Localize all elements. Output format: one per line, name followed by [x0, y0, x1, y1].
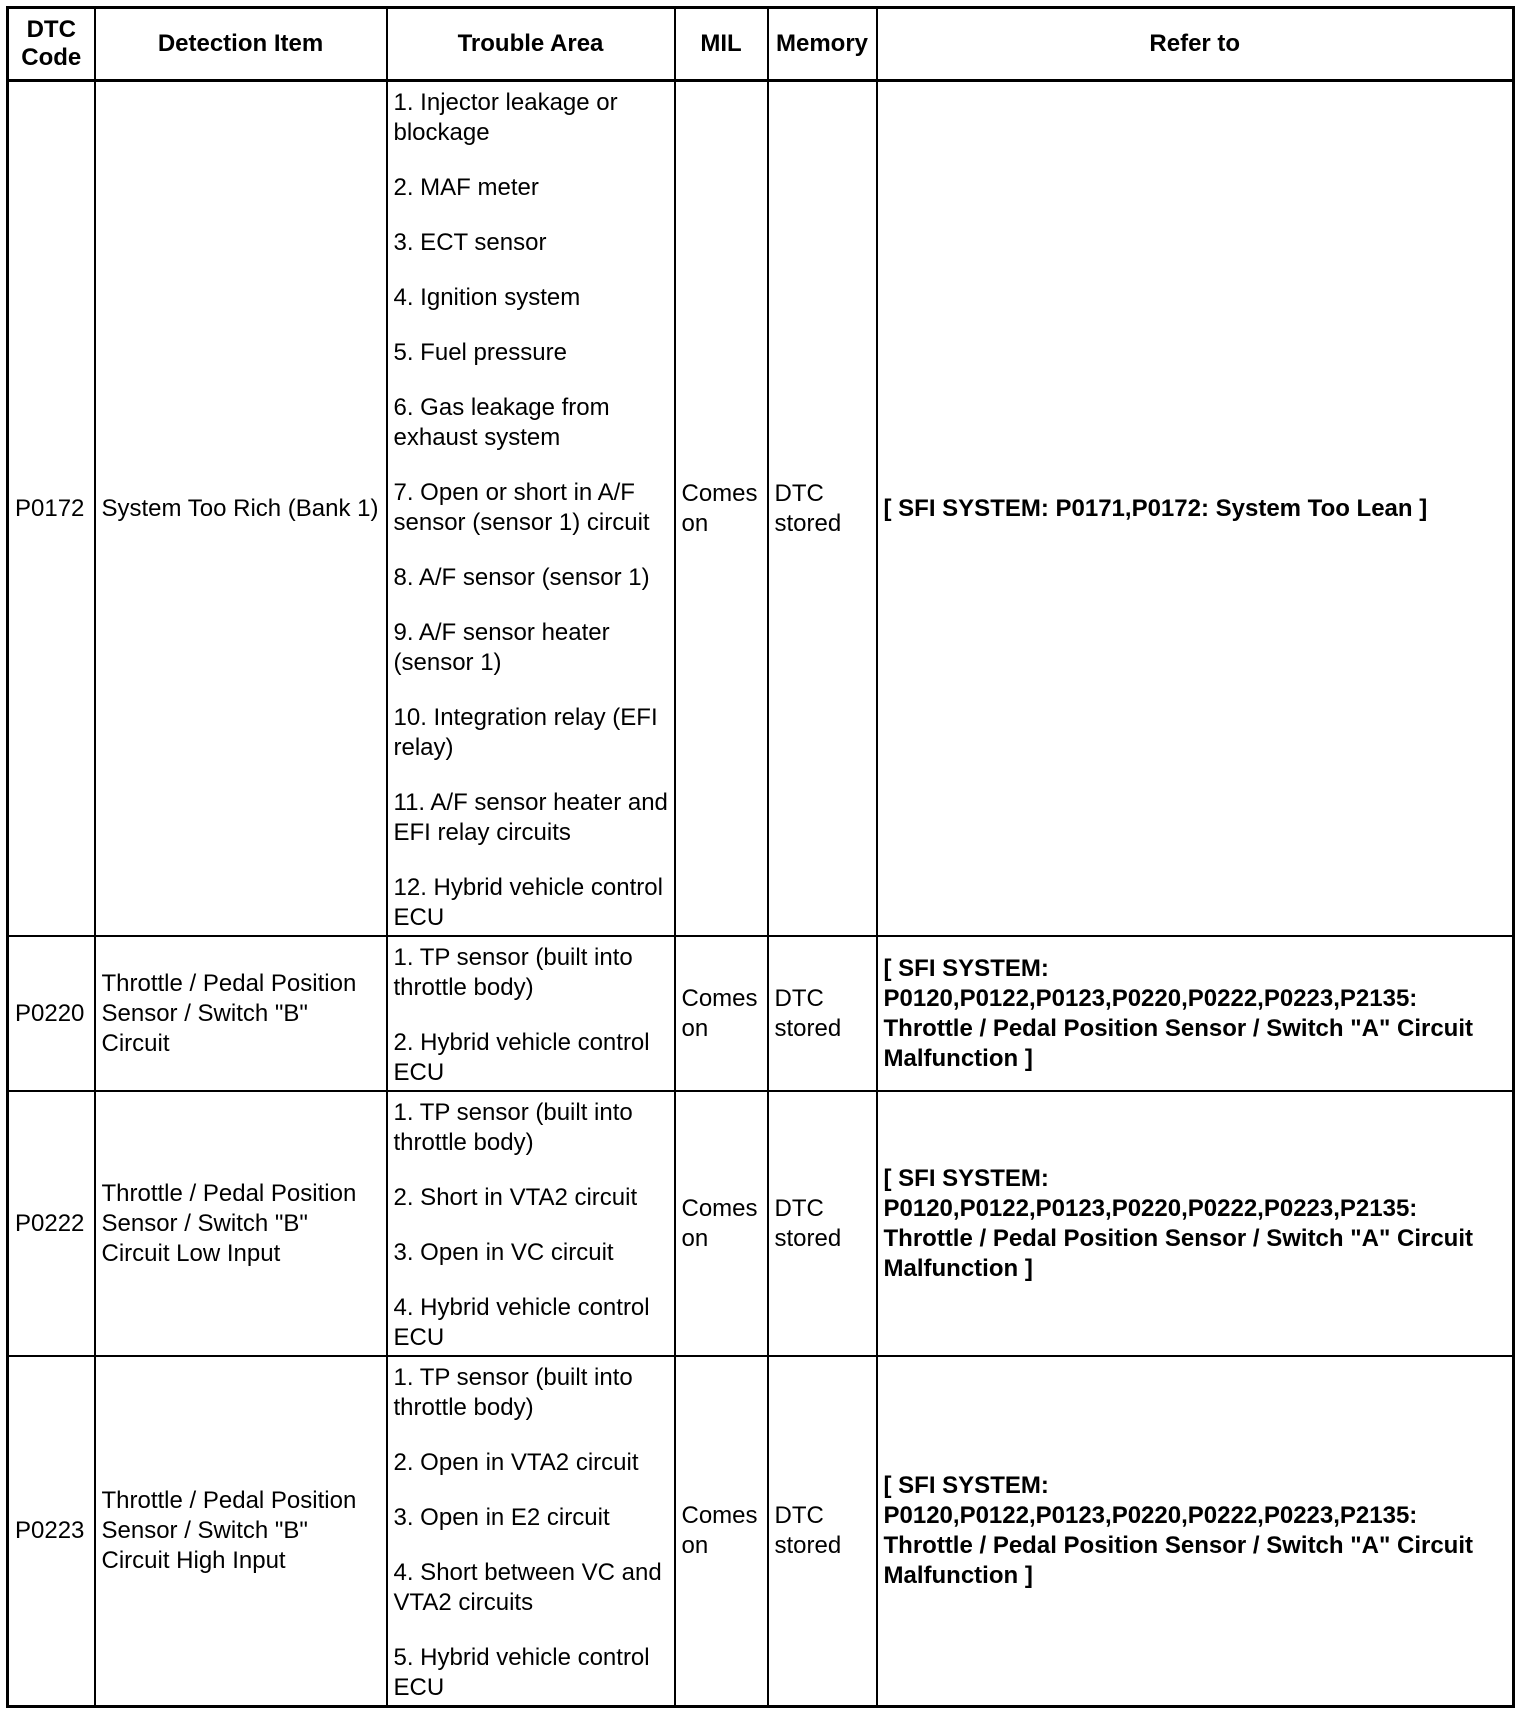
trouble-item: 12. Hybrid vehicle control ECU: [393, 874, 663, 931]
trouble-list: [394, 88, 669, 933]
dtc-document: [6, 6, 1515, 1708]
trouble-area-cell: [387, 81, 675, 937]
memory-cell: DTC stored: [768, 936, 877, 1091]
trouble-item: 9. A/F sensor heater (sensor 1): [393, 619, 610, 676]
trouble-area-cell: [387, 1356, 675, 1707]
trouble-item: 3. Open in E2 circuit: [393, 1504, 610, 1531]
detection-item-cell: System Too Rich (Bank 1): [95, 81, 387, 937]
trouble-item: 1. TP sensor (built into throttle body): [393, 944, 633, 1001]
trouble-area-cell: [387, 1091, 675, 1356]
detection-item-cell: Throttle / Pedal Position Sensor / Switch "B" Circuit Low Input: [95, 1091, 387, 1356]
dtc-code-cell: P0172: [8, 81, 95, 937]
mil-cell: Comes on: [675, 936, 768, 1091]
trouble-item: 1. TP sensor (built into throttle body): [393, 1364, 633, 1421]
table-header-row: [8, 8, 1514, 81]
dtc-code-cell: P0220: [8, 936, 95, 1091]
trouble-item: 4. Short between VC and VTA2 circuits: [393, 1559, 662, 1616]
trouble-list: [394, 1098, 669, 1353]
header-detection-item: Detection Item: [95, 8, 387, 81]
table-row: [8, 1356, 1514, 1707]
trouble-item: 2. MAF meter: [393, 174, 539, 201]
refer-to-link[interactable]: [ SFI SYSTEM: P0120,P0122,P0123,P0220,P0222,P0223,P2135: Throttle / Pedal Position Sensor / Switch "A" Circuit Malfunction ]: [877, 1356, 1514, 1707]
mil-cell: Comes on: [675, 81, 768, 937]
trouble-item: 1. Injector leakage or blockage: [393, 89, 618, 146]
trouble-item: 11. A/F sensor heater and EFI relay circuits: [393, 789, 668, 846]
detection-item-cell: Throttle / Pedal Position Sensor / Switch "B" Circuit High Input: [95, 1356, 387, 1707]
mil-cell: Comes on: [675, 1091, 768, 1356]
trouble-item: 2. Open in VTA2 circuit: [393, 1449, 639, 1476]
header-memory: Memory: [768, 8, 877, 81]
trouble-item: 4. Ignition system: [393, 284, 581, 311]
dtc-code-cell: P0223: [8, 1356, 95, 1707]
trouble-item: 7. Open or short in A/F sensor (sensor 1) circuit: [393, 479, 650, 536]
trouble-list: [394, 1363, 669, 1703]
table-row: [8, 936, 1514, 1091]
trouble-item: 3. ECT sensor: [393, 229, 547, 256]
header-trouble-area: Trouble Area: [387, 8, 675, 81]
header-mil: MIL: [675, 8, 768, 81]
refer-to-link[interactable]: [ SFI SYSTEM: P0120,P0122,P0123,P0220,P0222,P0223,P2135: Throttle / Pedal Position Sensor / Switch "A" Circuit Malfunction ]: [877, 936, 1514, 1091]
header-refer-to: Refer to: [877, 8, 1514, 81]
table-row: [8, 1091, 1514, 1356]
trouble-item: 6. Gas leakage from exhaust system: [393, 394, 610, 451]
trouble-list: [394, 943, 669, 1088]
detection-item-cell: Throttle / Pedal Position Sensor / Switch "B" Circuit: [95, 936, 387, 1091]
trouble-item: 1. TP sensor (built into throttle body): [393, 1099, 633, 1156]
trouble-area-cell: [387, 936, 675, 1091]
memory-cell: DTC stored: [768, 1356, 877, 1707]
refer-to-link[interactable]: [ SFI SYSTEM: P0120,P0122,P0123,P0220,P0222,P0223,P2135: Throttle / Pedal Position Sensor / Switch "A" Circuit Malfunction ]: [877, 1091, 1514, 1356]
trouble-item: 3. Open in VC circuit: [393, 1239, 614, 1266]
trouble-item: 4. Hybrid vehicle control ECU: [393, 1294, 650, 1351]
trouble-item: 5. Hybrid vehicle control ECU: [393, 1644, 650, 1701]
trouble-item: 2. Short in VTA2 circuit: [393, 1184, 638, 1211]
trouble-item: 2. Hybrid vehicle control ECU: [393, 1029, 650, 1086]
trouble-item: 10. Integration relay (EFI relay): [393, 704, 658, 761]
table-row: [8, 81, 1514, 937]
dtc-table: [6, 6, 1515, 1708]
header-dtc-code: DTC Code: [8, 8, 95, 81]
refer-to-link[interactable]: [ SFI SYSTEM: P0171,P0172: System Too Lean ]: [877, 81, 1514, 937]
memory-cell: DTC stored: [768, 1091, 877, 1356]
dtc-code-cell: P0222: [8, 1091, 95, 1356]
mil-cell: Comes on: [675, 1356, 768, 1707]
memory-cell: DTC stored: [768, 81, 877, 937]
trouble-item: 5. Fuel pressure: [393, 339, 567, 366]
trouble-item: 8. A/F sensor (sensor 1): [393, 564, 650, 591]
